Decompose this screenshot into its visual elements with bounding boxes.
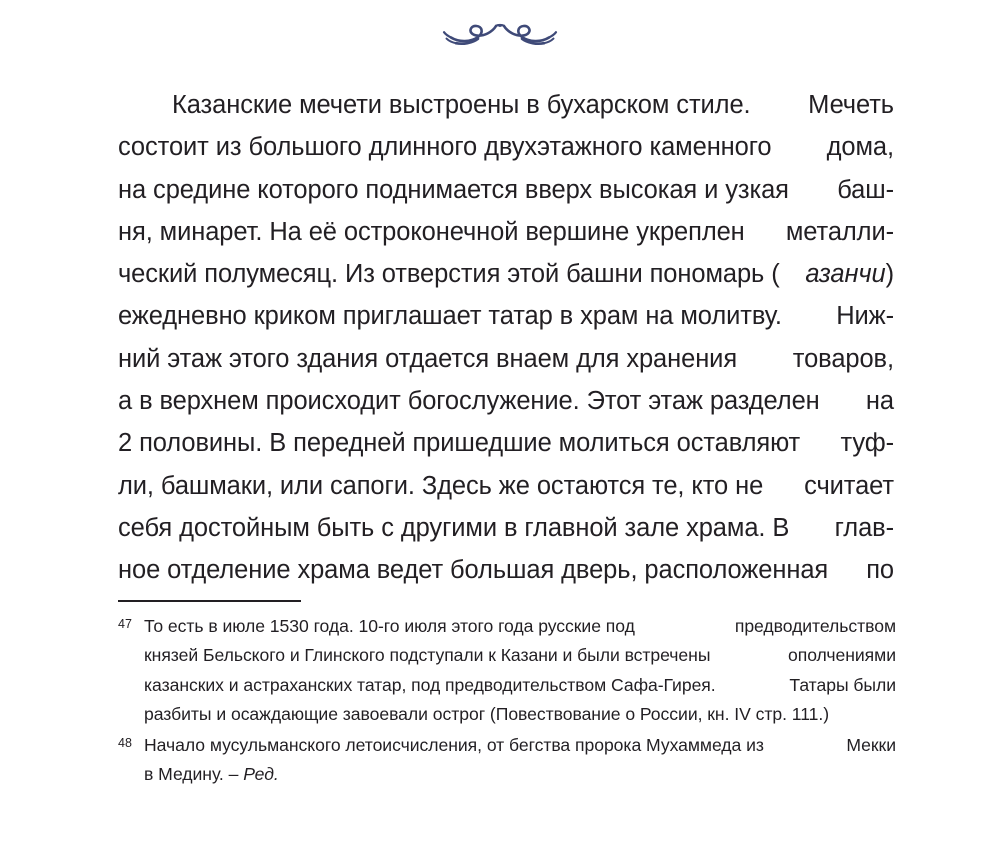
foreign-term: азанчи — [805, 260, 886, 289]
body-line — [118, 126, 894, 168]
body-line — [118, 211, 894, 253]
body-line-text: ня, минарет. На её остроконечной вершине укреплен — [118, 217, 745, 246]
footnote-line — [144, 731, 896, 760]
footnote-line — [144, 612, 896, 641]
footnote-line: разбиты и осаждающие завоевали острог (Повествование о России, кн. IV стр. 111.) — [144, 703, 830, 724]
body-line-tail: считает — [804, 471, 894, 500]
footnote-line-text: казанских и астраханских татар, под предводительством Сафа-Гирея. — [144, 674, 716, 695]
body-line — [118, 338, 894, 380]
body-line — [118, 84, 894, 126]
footnote-separator-rule — [118, 600, 301, 602]
body-line-tail: товаров, — [792, 344, 894, 373]
body-line-tail: по — [866, 556, 894, 585]
body-line-text: 2 половины. В передней пришедшие молиться оставляют — [118, 429, 801, 458]
footnote-47 — [118, 612, 896, 729]
body-line-text: состоит из большого длинного двухэтажного каменного — [118, 133, 772, 162]
footnote-line-tail: ополчениями — [788, 645, 896, 666]
footnote-line — [144, 760, 896, 789]
body-line-tail: дома, — [826, 133, 894, 162]
body-line-tail: на — [865, 387, 894, 416]
footnote-line — [144, 671, 896, 700]
flourish-center-dot-2 — [499, 24, 502, 27]
body-line — [118, 465, 894, 507]
body-line — [118, 253, 894, 295]
footnote-line-text: Начало мусульманского летоисчисления, от бегства пророка Мухаммеда из — [144, 735, 764, 756]
body-line — [118, 549, 894, 591]
footnote-line-text: То есть в июле 1530 года. 10-го июля этого года русские под — [144, 616, 635, 636]
body-line — [118, 295, 894, 337]
body-line-tail: металли- — [785, 217, 894, 246]
body-line-tail: Ниж- — [836, 302, 894, 331]
footnote-line-tail: Татары были — [789, 674, 896, 695]
body-line-text: ное отделение храма ведет большая дверь, расположенная — [118, 556, 829, 585]
body-line-tail: азанчи) — [805, 260, 894, 289]
body-line-tail: баш- — [837, 175, 894, 204]
body-line — [118, 380, 894, 422]
body-line-text: а в верхнем происходит богослужение. Этот этаж разделен — [118, 387, 820, 416]
decorative-flourish-icon — [437, 14, 563, 48]
body-line-tail: Мечеть — [808, 91, 894, 119]
body-line — [118, 507, 894, 549]
body-line-text: ли, башмаки, или сапоги. Здесь же остаются те, кто не — [118, 471, 764, 500]
footnote-line-text: князей Бельского и Глинского подступали к Казани и были встречены — [144, 645, 711, 666]
footnote-marker: 48 — [118, 736, 132, 751]
body-line-text: Казанские мечети выстроены в бухарском стиле. — [172, 91, 751, 119]
footnote-line-tail: Мекки — [846, 735, 896, 756]
body-line-tail: глав- — [834, 513, 894, 542]
footnote-48 — [118, 731, 896, 790]
footnote-line — [144, 641, 896, 670]
body-line-text: себя достойным быть с другими в главной зале храма. В — [118, 513, 790, 542]
body-paragraph — [118, 84, 894, 592]
footnotes-section — [118, 612, 896, 792]
body-line-text: ческий полумесяц. Из отверстия этой башни пономарь ( — [118, 260, 780, 289]
body-line-text: ний этаж этого здания отдается внаем для хранения — [118, 344, 738, 373]
ornament-divider — [0, 8, 1000, 54]
footnote-marker: 47 — [118, 617, 132, 631]
editor-attribution: Ред. — [243, 764, 279, 785]
body-line-text: ежедневно криком приглашает татар в храм на молитву. — [118, 302, 782, 331]
body-line-text: на средине которого поднимается вверх высокая и узкая — [118, 175, 789, 204]
body-line — [118, 422, 894, 464]
body-line — [118, 169, 894, 211]
body-line-tail: туф- — [840, 429, 894, 458]
footnote-line-tail: предводительством — [734, 616, 896, 636]
footnote-line-text: в Медину. – — [144, 764, 244, 785]
